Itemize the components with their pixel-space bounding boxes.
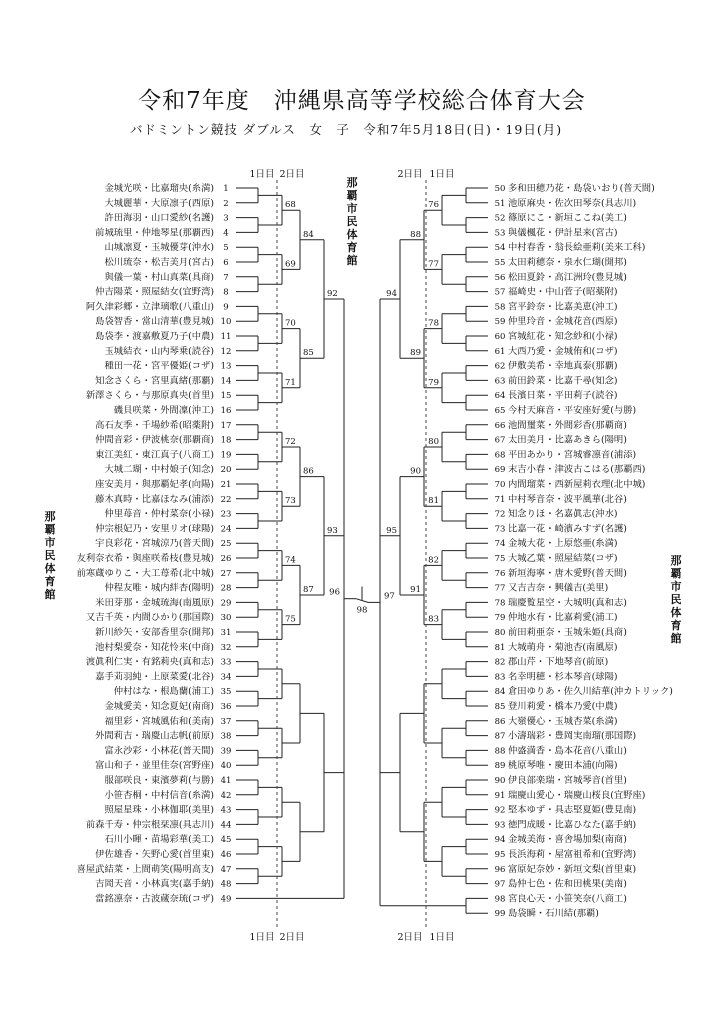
entry-right: 前田鈴菜・比嘉千尋(知念) <box>508 375 618 387</box>
seed-number: 23 <box>220 509 232 520</box>
seed-number: 58 <box>494 302 506 313</box>
left-match-number: 74 <box>285 555 296 566</box>
entry-left: 與儀一葉・村山真菜(具商) <box>104 271 214 283</box>
right-match-number: 79 <box>428 377 439 388</box>
entry-left: 座安美月・與那覇妃孝(向陽) <box>95 479 214 490</box>
right-match-number: 95 <box>386 525 397 536</box>
seed-number: 11 <box>220 332 232 342</box>
seed-number: 6 <box>223 258 229 268</box>
seed-number: 4 <box>223 228 229 239</box>
entry-right: 仲地水有・比嘉莉愛(浦工) <box>508 612 618 624</box>
venue-label-right: 覇 <box>670 567 682 580</box>
venue-label-top: 民 <box>346 215 358 228</box>
entry-right: 小濤瑞彩・豊岡実南瑠(那国際) <box>508 730 637 742</box>
entry-right: 大城萌舟・菊池杏(南風原) <box>508 641 618 653</box>
seed-number: 93 <box>494 820 506 831</box>
seed-number: 48 <box>220 879 232 890</box>
left-match-number: 84 <box>303 229 314 240</box>
entry-left: 友利奈衣希・與座咲希枝(豊見城) <box>76 553 214 564</box>
seed-number: 7 <box>223 272 229 283</box>
seed-number: 71 <box>494 494 506 505</box>
seed-number: 29 <box>220 598 232 609</box>
seed-number: 41 <box>220 776 232 786</box>
seed-number: 62 <box>494 361 506 372</box>
entry-right: 前田莉亜奈・玉城朱姫(具商) <box>508 627 627 638</box>
seed-number: 47 <box>220 864 232 875</box>
seed-number: 90 <box>494 776 506 786</box>
entry-right: 郡山芹・下地琴音(前原) <box>508 656 609 668</box>
left-match-number: 68 <box>285 200 296 211</box>
entry-left: 照屋星珠・小林伽耶(美里) <box>104 804 214 816</box>
seed-number: 50 <box>494 184 506 194</box>
seed-number: 3 <box>223 213 229 224</box>
seed-number: 68 <box>494 450 506 461</box>
seed-number: 34 <box>220 672 232 683</box>
semi-number-right: 97 <box>384 591 395 602</box>
venue-label-left: 体 <box>44 562 56 575</box>
entry-right: 仲里玲音・金城花音(西原) <box>508 316 618 328</box>
entry-right: 内間瑠菜・西新屋莉衣理(北中城) <box>508 479 646 490</box>
seed-number: 1 <box>223 184 229 194</box>
seed-number: 75 <box>494 554 506 564</box>
seed-number: 40 <box>220 761 232 772</box>
entry-right: 金城大花・上原悠亜(糸満) <box>508 538 618 550</box>
entry-left: 富永沙彩・小林花(普天間) <box>104 745 214 757</box>
venue-label-top: 育 <box>346 241 358 254</box>
entry-left: 石川小暉・苗場彩華(美工) <box>104 834 214 846</box>
right-match-number: 90 <box>410 466 421 477</box>
entry-right: 富原妃奈妙・新垣文梨(首里東) <box>508 863 637 875</box>
entry-left: 富山和子・並里佳奈(宮野座) <box>95 760 214 772</box>
seed-number: 45 <box>220 835 232 846</box>
entry-right: 福崎史・中山菅子(昭薬附) <box>508 286 618 298</box>
entry-left: 宇良彩花・宮城涼乃(普天間) <box>95 538 214 550</box>
venue-label-left: 覇 <box>44 523 56 536</box>
seed-number: 55 <box>494 258 506 268</box>
entry-left: 吉岡天音・小林真実(嘉手納) <box>95 878 214 890</box>
seed-number: 98 <box>494 894 506 905</box>
seed-number: 39 <box>220 746 232 757</box>
left-match-number: 69 <box>285 259 296 270</box>
venue-label-top: 那 <box>346 176 358 189</box>
seed-number: 5 <box>223 243 229 254</box>
venue-label-top: 体 <box>346 228 358 241</box>
entry-left: 東江美紅・東江真子(八商工) <box>95 449 214 461</box>
entry-left: 知念さくら・宮里真緒(那覇) <box>95 375 214 387</box>
entry-right: 比嘉一花・崎濱みすず(名護) <box>508 523 627 535</box>
entry-left: 福里彩・宮城風佑和(美南) <box>104 715 214 727</box>
entry-left: 玉城結衣・山内琴乗(読谷) <box>104 345 214 357</box>
seed-number: 92 <box>494 805 506 816</box>
day1-label-top-left: 1日目 <box>249 169 275 180</box>
seed-number: 17 <box>220 420 232 431</box>
seed-number: 18 <box>220 435 232 446</box>
entry-right: 今村天麻音・平安座好愛(与勝) <box>508 405 637 416</box>
seed-number: 9 <box>223 302 229 313</box>
right-match-number: 89 <box>410 348 421 359</box>
seed-number: 42 <box>220 790 232 801</box>
entry-right: 新垣海寧・唐木愛野(普天間) <box>508 567 627 579</box>
day1-label-bottom-left: 1日目 <box>249 932 275 943</box>
entry-left: 伊佐雄香・矢野心愛(首里東) <box>95 849 214 860</box>
entry-right: 桃原琴唯・慶田本浦(向陽) <box>508 760 618 772</box>
semi-number-left: 96 <box>329 587 340 598</box>
seed-number: 8 <box>223 287 229 298</box>
right-match-number: 94 <box>386 289 397 299</box>
venue-label-left: 館 <box>44 588 56 601</box>
entry-left: 仲宗根妃乃・安里リオ(球陽) <box>95 523 214 535</box>
left-match-number: 73 <box>285 496 296 507</box>
entry-left: 當銘凛奈・古波蔵奈琉(コザ) <box>95 893 214 905</box>
entry-right: 與儀楓花・伊計星来(宮古) <box>508 227 618 239</box>
left-match-number: 87 <box>303 585 314 595</box>
left-match-number: 93 <box>327 525 338 536</box>
seed-number: 88 <box>494 746 506 757</box>
seed-number: 22 <box>220 494 232 505</box>
seed-number: 24 <box>220 524 232 535</box>
seed-number: 19 <box>220 450 232 461</box>
seed-number: 63 <box>494 376 506 387</box>
seed-number: 81 <box>494 642 506 653</box>
seed-number: 67 <box>494 435 506 446</box>
seed-number: 25 <box>220 539 232 550</box>
seed-number: 56 <box>494 272 506 283</box>
seed-number: 64 <box>494 391 506 402</box>
left-match-number: 86 <box>303 466 314 477</box>
seed-number: 99 <box>494 909 506 920</box>
entry-left: 又吉千英・内間ひかり(那国際) <box>85 612 214 624</box>
seed-number: 51 <box>494 198 506 209</box>
seed-number: 79 <box>494 613 506 624</box>
seed-number: 72 <box>494 509 506 520</box>
day2-label-bottom-right: 2日目 <box>397 932 423 943</box>
seed-number: 84 <box>494 687 506 698</box>
entry-left: 前城琉里・仲地琴星(那覇西) <box>95 227 214 239</box>
seed-number: 89 <box>494 761 506 772</box>
entry-left: 渡眞利仁実・有銘莉央(真和志) <box>85 656 214 668</box>
entry-right: 篠原にこ・新垣ここね(美工) <box>508 212 627 224</box>
entry-left: 大城麗華・大原凛子(西原) <box>104 197 214 209</box>
seed-number: 33 <box>220 657 232 668</box>
seed-number: 82 <box>494 657 506 668</box>
entry-left: 藤木真時・比嘉ほなみ(浦添) <box>95 493 214 505</box>
seed-number: 2 <box>223 198 229 209</box>
right-match-number: 91 <box>410 585 421 595</box>
seed-number: 78 <box>494 598 506 609</box>
venue-label-top: 市 <box>346 202 358 215</box>
entry-left: 服部咲良・東濱夢莉(与勝) <box>104 775 214 786</box>
seed-number: 85 <box>494 702 506 712</box>
day2-label-top-left: 2日目 <box>279 169 305 180</box>
seed-number: 32 <box>220 642 232 653</box>
seed-number: 38 <box>220 731 232 742</box>
entry-left: 前寒蔵ゆりこ・大工苺希(北中城) <box>76 567 214 579</box>
seed-number: 21 <box>220 480 232 490</box>
seed-number: 57 <box>494 287 506 298</box>
entry-right: 大西乃愛・金城侑和(コザ) <box>508 345 618 357</box>
entry-right: 知念りほ・名嘉眞志(沖水) <box>508 508 618 520</box>
left-match-number: 85 <box>303 348 314 359</box>
seed-number: 87 <box>494 731 506 742</box>
entry-right: 堅本ゆず・具志堅夏姫(豊見南) <box>508 804 637 816</box>
entry-left: 島袋智香・當山清華(豊見城) <box>95 316 214 328</box>
entry-right: 平田あかり・宮城睿凛音(浦添) <box>508 449 637 461</box>
seed-number: 94 <box>494 835 506 846</box>
seed-number: 49 <box>220 894 232 905</box>
entry-right: 太田美月・比嘉あきら(陽明) <box>508 434 627 446</box>
seed-number: 14 <box>220 376 232 387</box>
day1-label-top-right: 1日目 <box>429 169 455 180</box>
seed-number: 54 <box>494 243 506 254</box>
entry-right: 名幸明穂・杉本琴音(球陽) <box>508 671 618 683</box>
seed-number: 37 <box>220 716 232 727</box>
seed-number: 66 <box>494 420 506 431</box>
entry-left: 島袋李・渡嘉敷夏乃子(中農) <box>95 331 214 342</box>
seed-number: 12 <box>220 346 232 357</box>
entry-right: 大城乙葉・照屋結菜(コザ) <box>508 553 618 564</box>
venue-label-top: 館 <box>346 254 358 267</box>
entry-left: 新澤さくら・与那原真央(首里) <box>85 390 214 402</box>
right-match-number: 78 <box>428 318 439 329</box>
entry-right: 池原麻央・佐次田琴奈(具志川) <box>508 197 637 209</box>
right-match-number: 88 <box>410 229 421 240</box>
seed-number: 76 <box>494 568 506 579</box>
entry-right: 伊良部楽瑞・宮城琴音(首里) <box>508 775 627 786</box>
entry-left: 金城愛美・知念夏妃(南商) <box>104 701 214 712</box>
entry-left: 阿久津彩郷・立津璃歌(八重山) <box>85 301 214 313</box>
entry-left: 松川琉奈・松吉美月(宮古) <box>104 257 214 268</box>
entry-left: 仲吉陽菜・照屋結女(宜野湾) <box>95 286 214 298</box>
left-match-number: 70 <box>285 318 296 329</box>
entry-left: 小笹杏桐・中村信音(糸満) <box>104 789 214 801</box>
entry-right: 宮城紅花・知念紗和(小禄) <box>508 331 618 342</box>
left-match-number: 75 <box>285 614 296 625</box>
entry-left: 種田一花・宮平優姫(コザ) <box>104 360 214 372</box>
seed-number: 16 <box>220 406 232 416</box>
seed-number: 28 <box>220 583 232 594</box>
entry-right: 島袋瞬・石川結(那覇) <box>508 908 599 920</box>
entry-right: 宮平鈴奈・比嘉美恵(沖工) <box>508 301 618 313</box>
entry-right: 倉田ゆりあ・佐久川結華(沖カトリック) <box>508 686 673 698</box>
seed-number: 61 <box>494 346 506 357</box>
entry-right: 瑞慶覧星空・大城明(真和志) <box>508 597 627 609</box>
venue-label-left: 民 <box>44 549 56 562</box>
venue-label-right: 市 <box>670 580 682 593</box>
right-match-number: 76 <box>428 200 439 211</box>
seed-number: 46 <box>220 850 232 860</box>
seed-number: 43 <box>220 805 232 816</box>
entry-left: 新川紗矢・安部香里奈(開邦) <box>95 627 214 638</box>
seed-number: 83 <box>494 672 506 683</box>
entry-right: 伊敷美希・幸地真泰(那覇) <box>508 360 618 372</box>
right-match-number: 83 <box>428 614 439 625</box>
left-match-number: 72 <box>285 437 296 447</box>
entry-right: 金城美海・喜舎場加梨(南商) <box>508 834 627 846</box>
left-match-number: 71 <box>285 377 296 388</box>
seed-number: 73 <box>494 524 506 535</box>
seed-number: 59 <box>494 317 506 328</box>
entry-right: 池間璽菜・外間彩香(那覇商) <box>508 419 627 431</box>
seed-number: 52 <box>494 213 506 224</box>
venue-label-right: 育 <box>670 619 682 632</box>
venue-label-left: 育 <box>44 575 56 588</box>
seed-number: 26 <box>220 554 232 564</box>
right-match-number: 80 <box>428 437 439 447</box>
venue-label-right: 体 <box>670 606 682 619</box>
entry-right: 中村琴音奈・波平風華(北谷) <box>508 493 627 505</box>
entry-right: 宮良心天・小笹笑奈(八商工) <box>508 893 627 905</box>
entry-left: 許田海羽・山口愛紗(名護) <box>104 212 214 224</box>
seed-number: 30 <box>220 613 232 624</box>
seed-number: 27 <box>220 568 232 579</box>
final-number: 98 <box>356 605 368 616</box>
entry-left: 嘉手苅羽純・上原菜愛(北谷) <box>95 671 214 683</box>
seed-number: 69 <box>494 465 506 476</box>
seed-number: 65 <box>494 406 506 416</box>
venue-label-right: 那 <box>670 554 682 567</box>
seed-number: 74 <box>494 539 506 550</box>
entry-left: 仲村はな・根島蘭(浦工) <box>113 686 214 698</box>
entry-right: 島仲七色・佐和田桃果(美南) <box>508 878 627 890</box>
entry-right: 仲盛満香・島本花音(八重山) <box>508 745 627 757</box>
venue-label-left: 市 <box>44 536 56 549</box>
seed-number: 20 <box>220 465 232 476</box>
seed-number: 53 <box>494 228 506 239</box>
entry-right: 登川莉愛・橋本乃愛(中農) <box>508 701 618 712</box>
entry-left: 外間莉吉・瑞慶山志帆(前原) <box>95 730 214 742</box>
right-match-number: 81 <box>428 496 439 507</box>
seed-number: 97 <box>494 879 506 890</box>
entry-left: 前森千寿・仲宗根栞凛(具志川) <box>85 819 214 831</box>
entry-left: 仲里苺音・仲村菜奈(小禄) <box>104 508 214 520</box>
page-title: 令和7年度 沖縄県高等学校総合体育大会 <box>138 88 586 114</box>
entry-right: 多和田穂乃花・島袋いおり(普天間) <box>508 183 655 194</box>
entry-left: 高石友季・千場紗希(昭薬附) <box>95 419 214 431</box>
entry-left: 米田芽那・金城琉海(南風原) <box>95 597 214 609</box>
seed-number: 10 <box>220 317 232 328</box>
entry-left: 仲間音彩・伊波桃奈(那覇商) <box>95 434 214 446</box>
seed-number: 91 <box>494 790 506 801</box>
venue-label-top: 覇 <box>346 189 358 202</box>
page-subtitle: バドミントン競技 ダブルス 女 子 令和7年5月18日(日)・19日(月) <box>130 122 563 137</box>
day1-label-bottom-right: 1日目 <box>429 932 455 943</box>
entry-right: 大嶺優心・玉城杏菜(糸満) <box>508 715 618 727</box>
seed-number: 36 <box>220 702 232 712</box>
entry-left: 山城凛夏・玉城優芽(沖水) <box>104 242 214 254</box>
seed-number: 80 <box>494 628 506 638</box>
entry-right: 瑞慶山愛心・瑞慶山桜良(宜野座) <box>508 789 646 801</box>
entry-right: 中村春香・翁長絵亜莉(美来工科) <box>508 242 646 254</box>
entry-left: 大城二瑚・中村娘子(知念) <box>104 464 214 476</box>
seed-number: 86 <box>494 716 506 727</box>
day2-label-top-right: 2日目 <box>397 169 423 180</box>
day2-label-bottom-left: 2日目 <box>279 932 305 943</box>
seed-number: 15 <box>220 391 232 402</box>
seed-number: 35 <box>220 687 232 698</box>
entry-right: 松田夏鈴・高江洲玲(豊見城) <box>508 271 627 283</box>
seed-number: 70 <box>494 480 506 490</box>
entry-right: 長濱日菜・平田莉子(読谷) <box>508 390 618 402</box>
entry-right: 太田莉穂奈・泉水仁瑚(開邦) <box>508 257 627 268</box>
left-match-number: 92 <box>327 289 338 299</box>
seed-number: 96 <box>494 864 506 875</box>
venue-label-right: 民 <box>670 593 682 606</box>
venue-label-right: 館 <box>670 632 682 645</box>
entry-left: 磯貝咲菜・外間凜(沖工) <box>113 405 214 416</box>
seed-number: 95 <box>494 850 506 860</box>
seed-number: 31 <box>220 628 232 638</box>
entry-left: 仲程友唯・城内絆杏(陽明) <box>104 582 214 594</box>
seed-number: 77 <box>494 583 506 594</box>
entry-left: 喜屋武結菜・上間萌笑(陽明高支) <box>76 863 214 875</box>
entry-right: 又吉吉奈・興儀吉(美里) <box>508 582 609 594</box>
seed-number: 13 <box>220 361 232 372</box>
right-match-number: 77 <box>428 259 439 270</box>
right-match-number: 82 <box>428 555 439 566</box>
entry-right: 徳門成暖・比嘉ひなた(嘉手納) <box>508 819 637 831</box>
seed-number: 44 <box>220 820 232 831</box>
venue-label-left: 那 <box>44 510 56 523</box>
entry-right: 末吉小春・津波古こはる(那覇西) <box>508 464 646 476</box>
seed-number: 60 <box>494 332 506 342</box>
entry-left: 池村梨愛奈・知花怜来(中商) <box>95 641 214 653</box>
entry-left: 金城光咲・比嘉瑠央(糸満) <box>104 183 214 194</box>
entry-right: 長浜海莉・屋富祖希和(宜野湾) <box>508 849 637 860</box>
